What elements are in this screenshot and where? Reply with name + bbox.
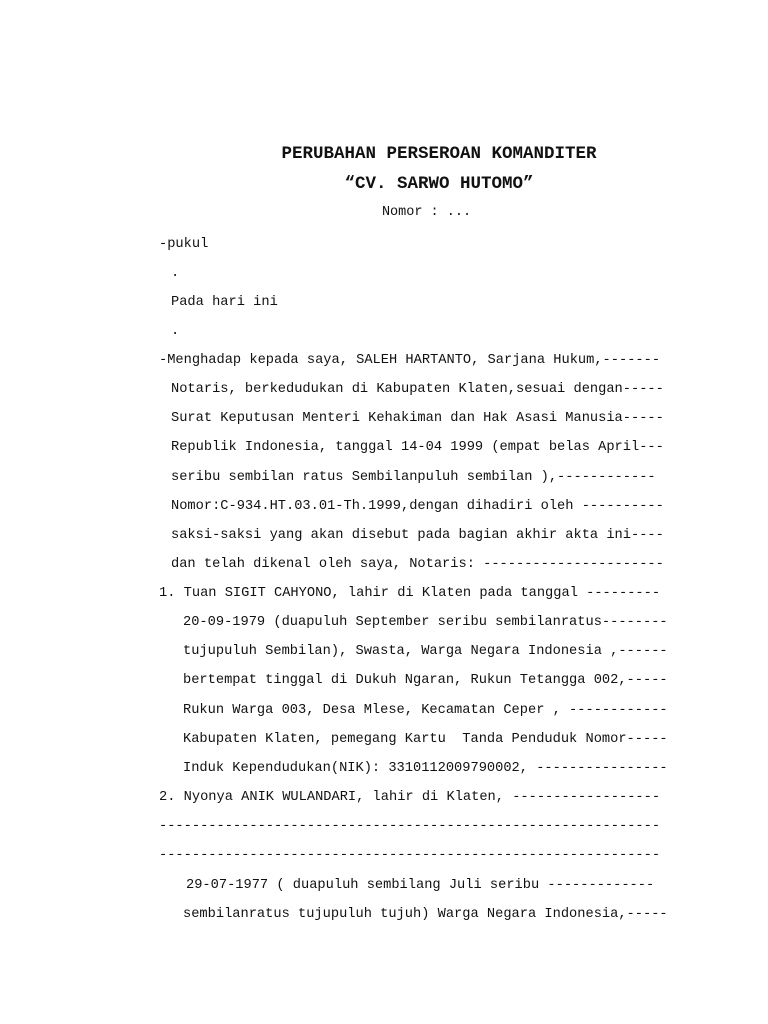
text-line: saksi-saksi yang akan disebut pada bagian akhir akta ini---- — [171, 528, 664, 543]
document-number: Nomor : ... — [381, 205, 472, 220]
text-line-pukul: -pukul — [159, 237, 209, 252]
text-line: Republik Indonesia, tanggal 14-04 1999 (empat belas April--- — [171, 440, 664, 455]
text-line: -Menghadap kepada saya, SALEH HARTANTO, Sarjana Hukum,------- — [159, 353, 661, 368]
text-line: 20-09-1979 (duapuluh September seribu sembilanratus-------- — [183, 615, 668, 630]
text-line: Nomor:C-934.HT.03.01-Th.1999,dengan dihadiri oleh ---------- — [171, 499, 664, 514]
document-subtitle: “CV. SARWO HUTOMO” — [344, 174, 534, 194]
text-line: bertempat tinggal di Dukuh Ngaran, Rukun Tetangga 002,----- — [183, 673, 668, 688]
document-title: PERUBAHAN PERSEROAN KOMANDITER — [281, 144, 597, 164]
text-line: sembilanratus tujupuluh tujuh) Warga Negara Indonesia,----- — [183, 907, 668, 922]
text-line: dan telah dikenal oleh saya, Notaris: ---------------------- — [171, 557, 664, 572]
list-item-2: 2. Nyonya ANIK WULANDARI, lahir di Klaten, ------------------ — [159, 790, 661, 805]
text-line: seribu sembilan ratus Sembilanpuluh sembilan ),------------ — [171, 470, 656, 485]
text-line-dot: . — [171, 324, 180, 339]
list-item-1: 1. Tuan SIGIT CAHYONO, lahir di Klaten pada tanggal --------- — [159, 586, 661, 601]
text-line: Rukun Warga 003, Desa Mlese, Kecamatan Ceper , ------------ — [183, 703, 668, 718]
dash-line: ------------------------------------------------------------- — [159, 819, 661, 834]
text-line: Notaris, berkedudukan di Kabupaten Klaten,sesuai dengan----- — [171, 382, 664, 397]
dash-line: ------------------------------------------------------------- — [159, 848, 661, 863]
text-line: tujupuluh Sembilan), Swasta, Warga Negara Indonesia ,------ — [183, 644, 668, 659]
text-line-hari: Pada hari ini — [171, 295, 278, 310]
text-line: Kabupaten Klaten, pemegang Kartu Tanda Penduduk Nomor----- — [183, 732, 668, 747]
text-line: Surat Keputusan Menteri Kehakiman dan Hak Asasi Manusia----- — [171, 411, 664, 426]
text-line-dot: . — [171, 266, 180, 281]
text-line: Induk Kependudukan(NIK): 3310112009790002, ---------------- — [183, 761, 668, 776]
text-line: 29-07-1977 ( duapuluh sembilang Juli seribu ------------- — [186, 878, 655, 893]
